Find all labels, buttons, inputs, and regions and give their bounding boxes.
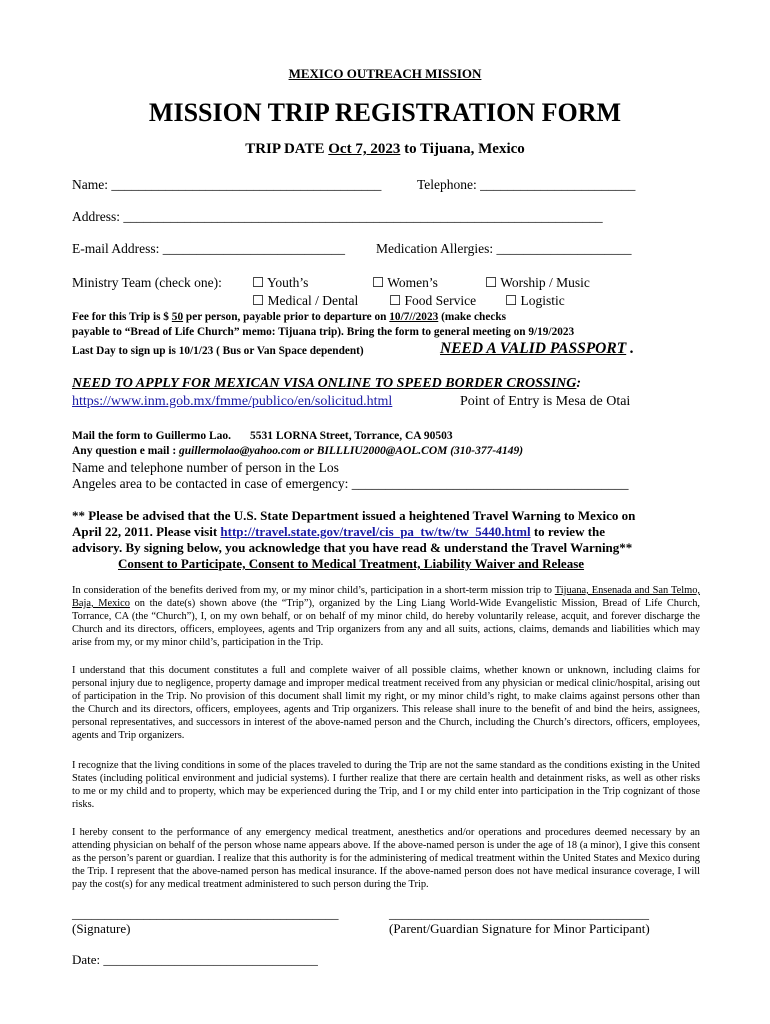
passport-end: .: [626, 340, 634, 357]
checkbox-label: Women’s: [387, 275, 438, 290]
guardian-signature-line[interactable]: ________________________________________: [389, 906, 649, 921]
checkbox-logistic[interactable]: [505, 293, 565, 309]
fee-deadline: 10/7//2023: [389, 311, 439, 323]
checkbox-label: Youth’s: [266, 275, 309, 290]
passport-notice: [440, 340, 634, 358]
guardian-signature-label: (Parent/Guardian Signature for Minor Participant): [389, 921, 650, 936]
checkbox-icon: ☐: [505, 293, 518, 308]
waiver-paragraph: I understand that this document constitutes a full and complete waiver of all possible claims, whether known or unknown, including claims for personal injury due to negligence, property damage and improper medical treatment received from any physician or medical clinic/hospital, arising out of participation in the Trip. No provision of this document shall limit my right, or my minor child’s right, to make claims against persons other than the Church and its directors, officers, employees, agents and Trip organizers. This release shall inure to the benefit of and bind the heirs, assignees, personal representatives, and successors in interest of the above-named person and the Church, including the Church’s directors, officers, employees, agents and Trip organizers.: [72, 665, 700, 741]
mail-address: 5531 LORNA Street, Torrance, CA 90503: [249, 430, 453, 442]
visa-heading-text: NEED TO APPLY FOR MEXICAN VISA ONLINE TO SPEED BORDER CROSSING: [72, 376, 577, 391]
fee-line-2: payable to “Bread of Life Church” memo: Tijuana trip). Bring the form to general meeting on 9/19/2023: [72, 326, 575, 338]
fee-text: (make checks: [438, 311, 507, 323]
visa-heading-end: :: [576, 376, 582, 391]
address-field[interactable]: Address: _______________________________________________________________________: [72, 209, 603, 224]
emergency-line-1: Name and telephone number of person in the Los: [72, 460, 339, 475]
checkbox-women[interactable]: [372, 275, 438, 291]
warning-line-1: ** Please be advised that the U.S. State Department issued a heightened Travel Warning to Mexico on: [72, 508, 636, 523]
fee-amount: 50: [171, 311, 184, 323]
question-label: Any question e mail :: [72, 445, 177, 457]
trip-date-line: [0, 141, 770, 158]
telephone-field[interactable]: Telephone: _______________________: [417, 177, 636, 192]
passport-text: NEED A VALID PASSPORT: [440, 340, 627, 357]
warning-text: to review the: [530, 524, 606, 539]
mail-line-2: [72, 445, 523, 457]
name-field[interactable]: Name: ________________________________________: [72, 177, 382, 192]
emergency-contact-field[interactable]: Angeles area to be contacted in case of emergency: _________________________________________: [72, 476, 629, 491]
medical-consent-paragraph: I hereby consent to the performance of any emergency medical treatment, anesthetics and/or operations and procedures deemed necessary by an attending physician on behalf of the person whose name appears above. If the above-named person is under the age of 18 (a minor), I give this consent as the person’s parent or guardian. I realize that this authority is for the administering of medical treatment within the United States and Mexico during the Trip. I represent that the above-named person has medical insurance. If the above-named person does not have medical insurance coverage, I will pay the cost(s) for any medical treatment administered to such person during the Trip.: [72, 827, 700, 890]
org-heading: MEXICO OUTREACH MISSION: [288, 66, 482, 81]
checkbox-icon: ☐: [389, 293, 402, 308]
release-text: In consideration of the benefits derived from my, or my minor child’s, participation in a short-term mission trip to: [72, 585, 555, 596]
warning-text: April 22, 2011. Please visit: [72, 524, 221, 539]
entry-point: Point of Entry is Mesa de Otai: [460, 394, 631, 409]
release-text: on the date(s) shown above (the “Trip”), organized by the Ling Liang World-Wide Evangelistic Mission, Bread of Life Church, Torrance, CA (the “Church”), I, on my own behalf, or on behalf of my minor child, do hereby voluntarily release, acquit, and forever discharge the Church and its directors, officers, employees, agents and Trip organizers from any and all suits, actions, claims, demands and liabilities which may arise from my, or my minor child’s, participation in the Trip.: [72, 598, 701, 648]
checkbox-medical[interactable]: [252, 293, 358, 309]
fee-text: per person, payable prior to departure on: [183, 311, 390, 323]
travel-warning-link[interactable]: http://travel.state.gov/travel/cis_pa_tw/tw/tw_5440.html: [220, 524, 531, 539]
checkbox-youth[interactable]: [252, 275, 308, 291]
page-title: MISSION TRIP REGISTRATION FORM: [148, 98, 622, 127]
last-day-line: Last Day to sign up is 10/1/23 ( Bus or Van Space dependent): [72, 345, 364, 357]
mail-line-1: [72, 430, 453, 442]
checkbox-icon: ☐: [252, 275, 265, 290]
trip-destination: to Tijuana, Mexico: [404, 141, 525, 157]
release-paragraph: [72, 584, 700, 649]
warning-line-2: [72, 524, 605, 540]
warning-line-3: advisory. By signing below, you acknowledge that you have read & understand the Travel Warning**: [72, 540, 633, 555]
contact-emails: guillermolao@yahoo.com or BILLLIU2000@AOL.COM (310-377-4149): [179, 445, 524, 457]
email-field[interactable]: E-mail Address: ___________________________: [72, 241, 345, 256]
checkbox-food[interactable]: [389, 293, 476, 309]
consent-heading: Consent to Participate, Consent to Medical Treatment, Liability Waiver and Release: [118, 556, 585, 571]
visa-link[interactable]: https://www.inm.gob.mx/fmme/publico/en/solicitud.html: [72, 394, 393, 409]
visa-heading: [72, 376, 581, 392]
trip-locations: Tijuana, Ensenada and San Telmo, Baja, Mexico: [72, 585, 700, 609]
allergies-field[interactable]: Medication Allergies: ____________________: [376, 241, 632, 256]
mail-to: Mail the form to Guillermo Lao.: [72, 430, 232, 442]
fee-line-1: [72, 311, 506, 323]
checkbox-icon: ☐: [372, 275, 385, 290]
risk-paragraph: I recognize that the living conditions in some of the places traveled to during the Trip are not the same standard as the conditions existing in the United States (including political environment and judicial systems). I further realize that there are certain health and detainment risks, as well as other risks to me or my child and to property, which may be experienced during the Trip, and I or my child enter into participation in the Trip cognizant of those risks.: [72, 760, 700, 810]
checkbox-label: Food Service: [404, 293, 477, 308]
date-field[interactable]: Date: _________________________________: [72, 952, 318, 967]
signature-label: (Signature): [72, 921, 131, 936]
checkbox-label: Worship / Music: [500, 275, 590, 290]
trip-date: Oct 7, 2023: [328, 141, 401, 157]
checkbox-icon: ☐: [252, 293, 265, 308]
checkbox-icon: ☐: [485, 275, 498, 290]
fee-text: Fee for this Trip is $: [72, 311, 172, 323]
checkbox-worship[interactable]: [485, 275, 590, 291]
signature-line[interactable]: _________________________________________: [72, 906, 339, 921]
checkbox-label: Logistic: [520, 293, 565, 308]
trip-date-prefix: TRIP DATE: [245, 141, 325, 157]
checkbox-label: Medical / Dental: [267, 293, 359, 308]
ministry-label: Ministry Team (check one):: [72, 275, 222, 290]
